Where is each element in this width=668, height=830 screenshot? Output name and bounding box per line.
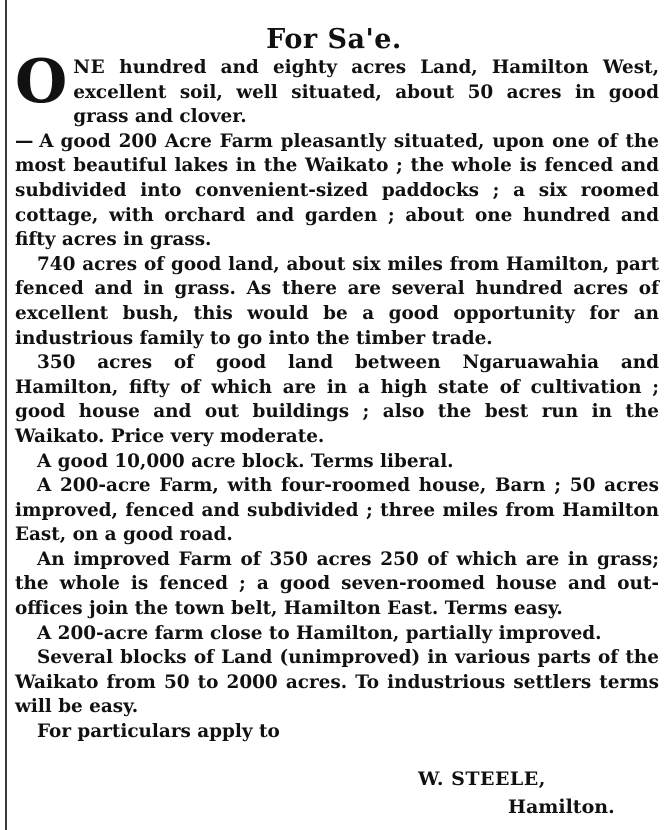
drop-cap: O (15, 47, 68, 117)
paragraph-7: An improved Farm of 350 acres 250 of which are in grass; the whole is fenced ; a good seven-roomed house and out-offices join the town belt, Hamilton East. Terms easy. (15, 548, 659, 620)
first-word: NE (73, 57, 106, 78)
column-rule (5, 0, 7, 830)
paragraph-9: Several blocks of Land (unimproved) in various parts of the Waikato from 50 to 2000 acres. To industrious settlers terms will be easy. (15, 647, 659, 718)
paragraph-2-text: good 200 Acre Farm pleasantly situated, upon one of the most beautiful lakes in the Waikato ; the whole is fenced and subdivided into convenient-sized paddocks ; a six roomed cottage, with orchard and garden ; about one hundred and fifty acres in grass. (15, 130, 659, 251)
paragraph-2 (15, 130, 659, 253)
paragraph-2-lead: — A (15, 130, 53, 152)
paragraph-5: A good 10,000 acre block. Terms liberal. (37, 450, 454, 472)
paragraph-10: For particulars apply to (37, 721, 280, 743)
paragraph-3: 740 acres of good land, about six miles from Hamilton, part fenced and in grass. As there are several hundred acres of excellent bush, this would be a good opportunity for an industrious family to go into the timber trade. (15, 253, 659, 349)
ad-body (15, 47, 659, 745)
signature-name: W. STEELE, (418, 768, 546, 790)
paragraph-1 (15, 47, 659, 130)
paragraph-8: A 200-acre farm close to Hamilton, partially improved. (37, 622, 602, 644)
paragraph-1-text: hundred and eighty acres Land, Hamilton West, excellent soil, well situated, about 50 acres in good grass and clover. (73, 57, 659, 128)
signature-town: Hamilton. (508, 796, 615, 818)
paragraph-6: A 200-acre Farm, with four-roomed house, Barn ; 50 acres improved, fenced and subdivided ; three miles from Hamilton East, on a good road. (15, 475, 659, 546)
ad-title: For Sa'e. (266, 24, 402, 55)
paragraph-4: 350 acres of good land between Ngaruawahia and Hamilton, fifty of which are in a high state of cultivation ; good house and out buildings ; also the best run in the Waikato. Price very moderate. (15, 352, 659, 447)
